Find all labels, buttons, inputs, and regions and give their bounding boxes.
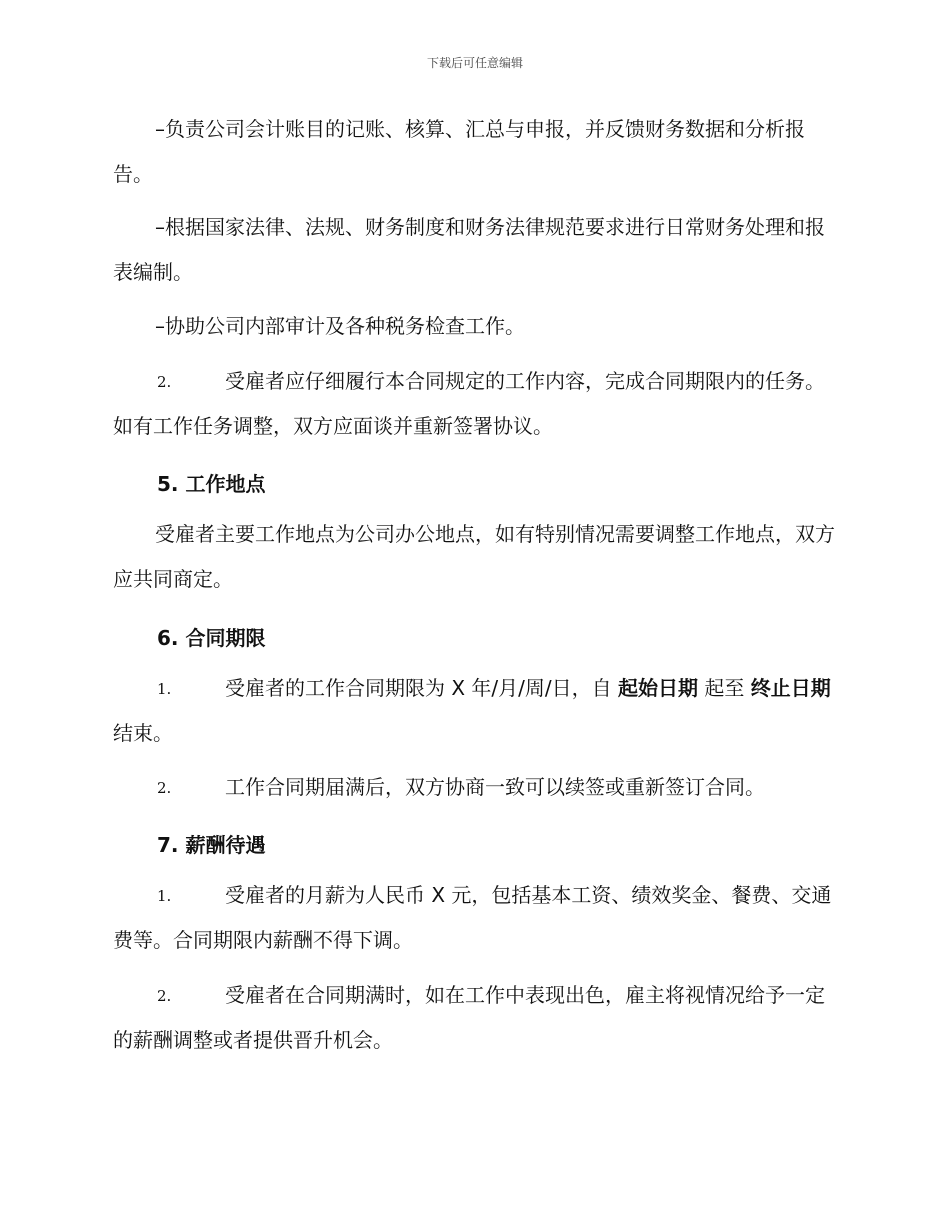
item-text: 工作合同期届满后，双方协商一致可以续签或重新签订合同。 (225, 775, 765, 799)
item-text: 受雇者应仔细履行本合同规定的工作内容，完成合同期限内的任务。如有工作任务调整，双方应面谈并重新签署协议。 (113, 369, 825, 438)
item-number: 1. (157, 680, 172, 698)
section-heading-5: 5. 工作地点 (157, 472, 266, 496)
section-heading-7: 7. 薪酬待遇 (157, 833, 266, 857)
workplace-paragraph: 受雇者主要工作地点为公司办公地点，如有特别情况需要调整工作地点，双方应共同商定。 (113, 522, 835, 591)
item-number: 2. (157, 987, 172, 1005)
salary-text: 受雇者的月薪为人民币 X 元，包括基本工资、绩效奖金、餐费、交通费等。合同期限内薪酬不得下调。 (113, 883, 832, 952)
duty-paragraph-2: –根据国家法律、法规、财务制度和财务法律规范要求进行日常财务处理和报表编制。 (113, 215, 825, 284)
section-heading-6: 6. 合同期限 (157, 626, 266, 650)
contract-term-text: 受雇者的工作合同期限为 X 年/月/周/日，自 起始日期 起至 终止日期 结束。 (113, 676, 831, 745)
item-number: 1. (157, 887, 172, 905)
item-number: 2. (157, 779, 172, 797)
raise-text: 受雇者在合同期满时，如在工作中表现出色，雇主将视情况给予一定的薪酬调整或者提供晋升机会。 (113, 983, 825, 1052)
duty-paragraph-1: –负责公司会计账目的记账、核算、汇总与申报，并反馈财务数据和分析报告。 (113, 117, 805, 186)
item-number: 2. (157, 373, 172, 391)
page-header: 下载后可任意编辑 (426, 56, 523, 70)
start-date: 起始日期 (618, 676, 698, 700)
duty-paragraph-3: –协助公司内部审计及各种税务检查工作。 (155, 314, 525, 338)
end-date: 终止日期 (750, 676, 831, 700)
